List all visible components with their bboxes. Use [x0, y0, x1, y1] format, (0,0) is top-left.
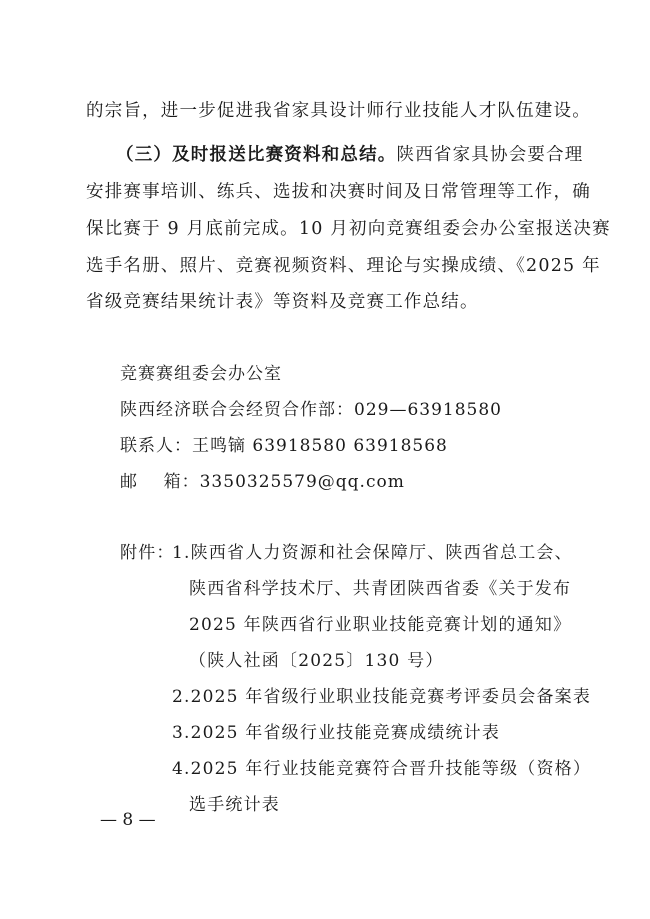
attachment-item-1-line: 2025 年陕西省行业职业技能竞赛计划的通知》 — [189, 615, 572, 635]
section-three-heading: （三）及时报送比赛资料和总结。 — [116, 145, 397, 165]
attachment-item-4-line: 选手统计表 — [189, 795, 280, 815]
attachment-item-2: 2.2025 年省级行业职业技能竞赛考评委员会备案表 — [172, 687, 592, 707]
section-three-first-line — [86, 145, 584, 165]
body-line: 选手名册、照片、竞赛视频资料、理论与实操成绩、《2025 年 — [86, 256, 601, 276]
paragraph-tail-line: 的宗旨，进一步促进我省家具设计师行业技能人才队伍建设。 — [86, 101, 591, 121]
attachments-label: 附件： — [120, 543, 175, 563]
body-line: 保比赛于 9 月底前完成。10 月初向竞赛组委会办公室报送决赛 — [86, 219, 611, 239]
attachment-item-1-line: （陕人社函〔2025〕130 号） — [189, 651, 444, 671]
attachment-item-3: 3.2025 年省级行业技能竞赛成绩统计表 — [172, 723, 501, 743]
contact-office: 竞赛赛组委会办公室 — [120, 364, 282, 384]
body-line: 安排赛事培训、练兵、选拔和决赛时间及日常管理等工作，确 — [86, 182, 591, 202]
attachment-item-4: 4.2025 年行业技能竞赛符合晋升技能等级（资格） — [172, 759, 592, 779]
contact-person: 联系人：王鸣镝 63918580 63918568 — [120, 436, 448, 456]
contact-email: 邮 箱：3350325579@qq.com — [120, 472, 405, 492]
contact-department: 陕西经济联合会经贸合作部：029—63918580 — [120, 400, 502, 420]
body-line: 省级竞赛结果统计表》等资料及竞赛工作总结。 — [86, 292, 479, 312]
attachment-item-1: 1.陕西省人力资源和社会保障厅、陕西省总工会、 — [172, 543, 573, 563]
page-number: — 8 — — [100, 810, 156, 830]
attachment-item-1-line: 陕西省科学技术厅、共青团陕西省委《关于发布 — [189, 579, 572, 599]
section-three-text: 陕西省家具协会要合理 — [396, 145, 584, 165]
